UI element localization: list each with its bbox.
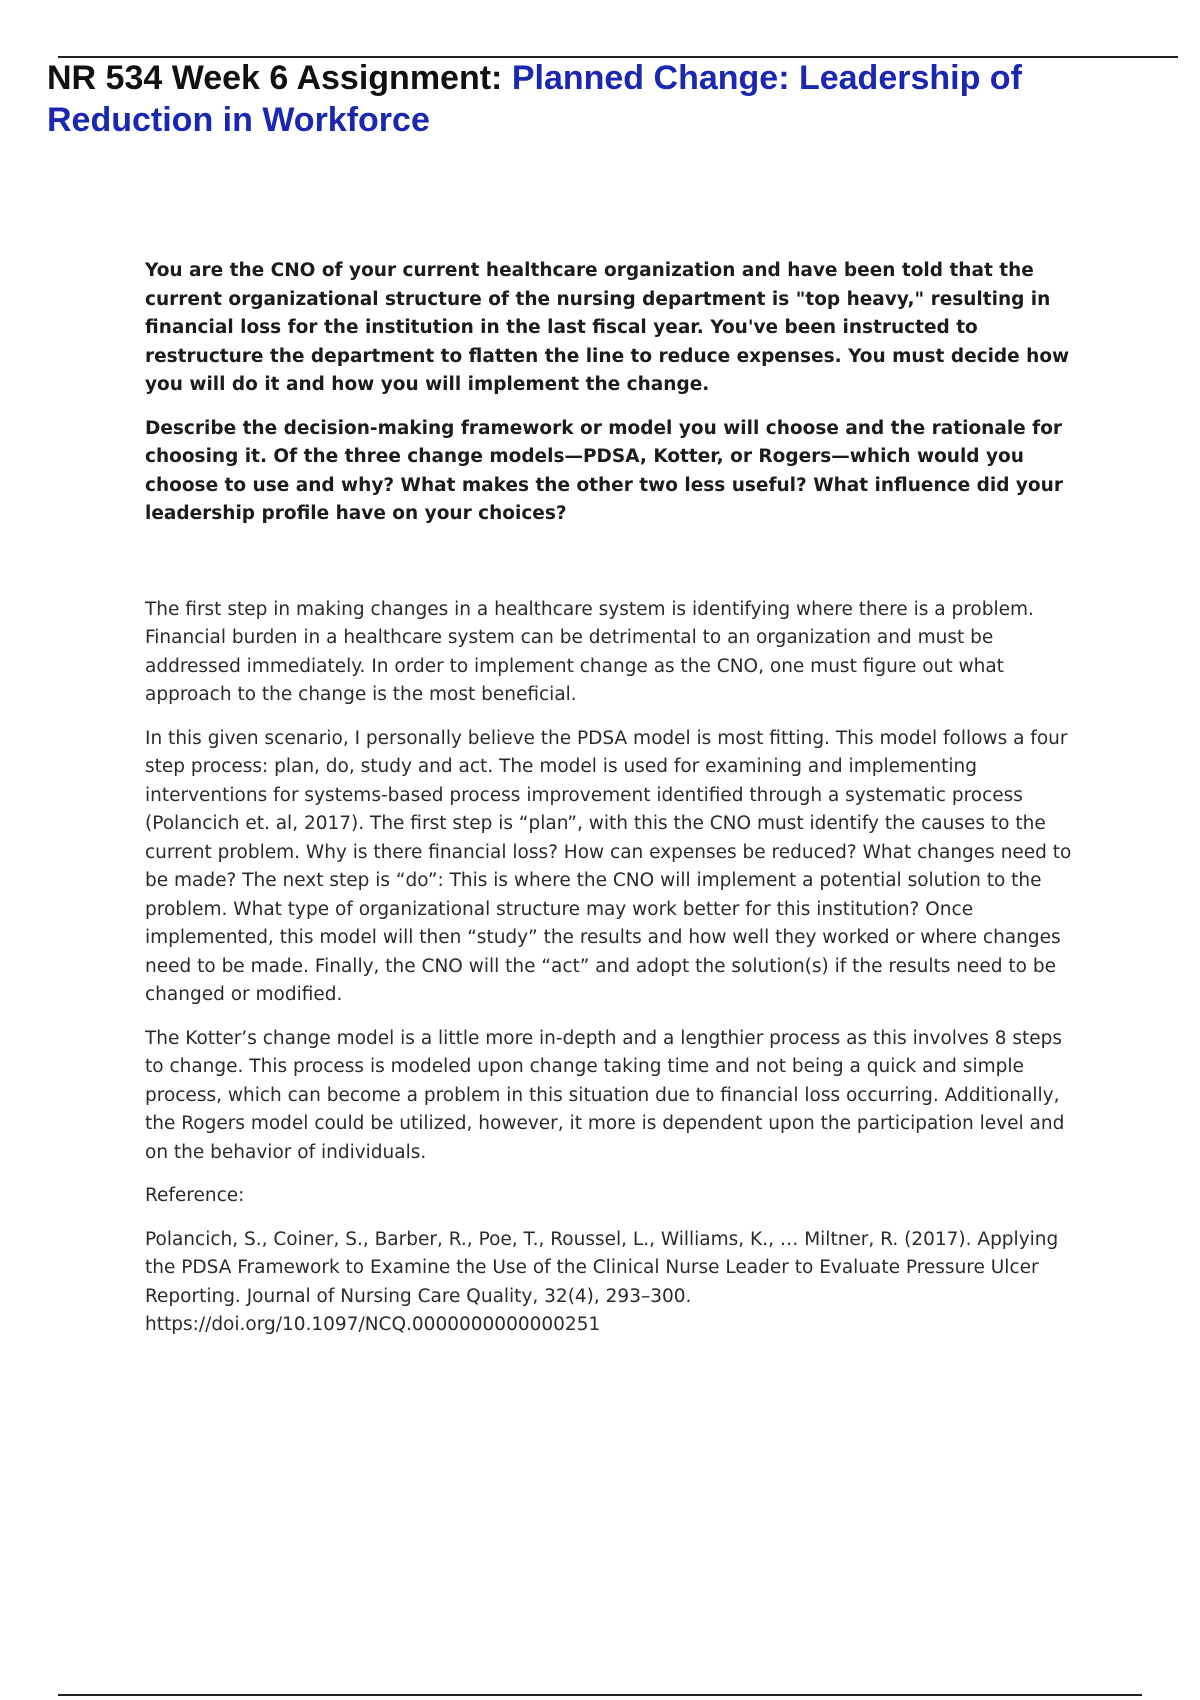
document-title [47,57,1157,141]
title-accent: Planned Change: Leadership of Reduction in Workforce [47,59,1022,139]
answer-paragraph: The Kotter’s change model is a little more in-depth and a lengthier process as this involves 8 steps to change. This process is modeled upon change taking time and not being a quick and simple process, which can become a problem in this situation due to financial loss occurring. Additionally, the Rogers model could be utilized, however, it more is dependent upon the participation level and on the behavior of individuals. [145,1027,1065,1163]
reference-label: Reference: [145,1185,245,1206]
bottom-rule [58,1694,1142,1696]
reference-entry: Polancich, S., Coiner, S., Barber, R., Poe, T., Roussel, L., Williams, K., … Miltner, R. (2017). Applying the PDSA Framework to Examine the Use of the Clinical Nurse Leader to Evaluate Pressure Ulcer Reporting. Journal of Nursing Care Quality, 32(4), 293–300. https://doi.org/10.1097/NCQ.0000000000000251 [145,1228,1059,1335]
assignment-prompt [145,257,1085,529]
assignment-answer [145,596,1085,1340]
title-prefix: NR 534 Week 6 Assignment: [47,59,512,97]
prompt-paragraph: You are the CNO of your current healthcare organization and have been told that the current organizational structure of the nursing department is "top heavy," resulting in financial loss for the institution in the last fiscal year. You've been instructed to restructure the department to flatten the line to reduce expenses. You must decide how you will do it and how you will implement the change. [145,260,1070,395]
document-content [145,257,1085,1355]
answer-paragraph: The first step in making changes in a healthcare system is identifying where there is a problem. Financial burden in a healthcare system can be detrimental to an organization and must be addressed immediately. In order to implement change as the CNO, one must figure out what approach to the change is the most beneficial. [145,598,1034,705]
answer-paragraph: In this given scenario, I personally believe the PDSA model is most fitting. This model follows a four step process: plan, do, study and act. The model is used for examining and implementing interventions for systems-based process improvement identified through a systematic process (Polancich et. al, 2017). The first step is “plan”, with this the CNO must identify the causes to the current problem. Why is there financial loss? How can expenses be reduced? What changes need to be made? The next step is “do”: This is where the CNO will implement a potential solution to the problem. What type of organizational structure may work better for this institution? Once implemented, this model will then “study” the results and how well they worked or where changes need to be made. Finally, the CNO will the “act” and adopt the solution(s) if the results need to be changed or modified. [145,727,1072,1005]
prompt-paragraph: Describe the decision-making framework or model you will choose and the rationale for choosing it. Of the three change models—PDSA, Kotter, or Rogers—which would you choose to use and why? What makes the other two less useful? What influence did your leadership profile have on your choices? [145,417,1063,524]
